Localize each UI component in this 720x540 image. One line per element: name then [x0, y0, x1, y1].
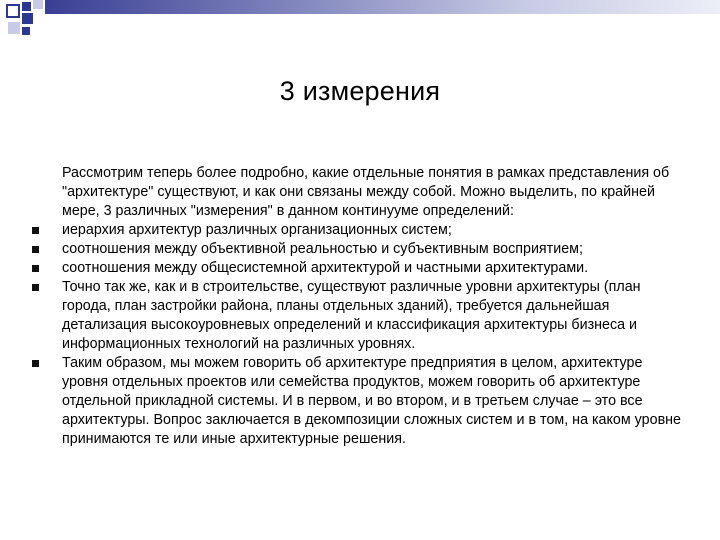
decor-square-light [33, 0, 43, 9]
decor-square-outline [6, 4, 20, 18]
bullet-text: иерархия архитектур различных организационных систем; [62, 222, 452, 238]
square-bullet-icon [32, 227, 39, 234]
intro-paragraph [32, 164, 692, 221]
bullet-text: соотношения между объективной реальностью и субъективным восприятием; [62, 241, 583, 257]
slide-title: 3 измерения [279, 76, 441, 106]
decor-square-filled-3 [22, 27, 30, 35]
square-bullet-icon [32, 360, 39, 367]
bullet-item [32, 240, 692, 259]
bullet-item [32, 354, 692, 449]
decor-square-light-2 [8, 22, 20, 34]
decor-square-filled [22, 2, 31, 11]
bullet-item [32, 221, 692, 240]
bullet-item [32, 278, 692, 354]
square-bullet-icon [32, 246, 39, 253]
slide-content [32, 164, 692, 449]
square-bullet-icon [32, 284, 39, 291]
header-gradient-bar [45, 0, 720, 14]
bullet-text: Таким образом, мы можем говорить об архитектуре предприятия в целом, архитектуре уровня отдельных проектов или семейства продуктов, можем говорить об архитектуре отдельной прикладной системы. И в первом, и во втором, и в третьем случае – это все архитектуры. Вопрос заключается в декомпозиции сложных систем и в том, на каком уровне принимаются те или иные архитектурные решения. [62, 355, 682, 447]
decor-square-filled-2 [22, 13, 33, 24]
bullet-item [32, 259, 692, 278]
bullet-text: Точно так же, как и в строительстве, существуют различные уровни архитектуры (план города, план застройки района, планы отдельных зданий), требуется дальнейшая детализация высокоуровневых определений и классификация архитектуры бизнеса и информационных технологий на различных уровнях. [62, 279, 641, 352]
bullet-text: соотношения между общесистемной архитектурой и частными архитектурами. [62, 260, 589, 276]
intro-text: Рассмотрим теперь более подробно, какие отдельные понятия в рамках представления об "архитектуре" существуют, и как они связаны между собой. Можно выделить, по крайней мере, 3 различных "измерения" в данном континууме определений: [62, 165, 670, 219]
square-bullet-icon [32, 265, 39, 272]
